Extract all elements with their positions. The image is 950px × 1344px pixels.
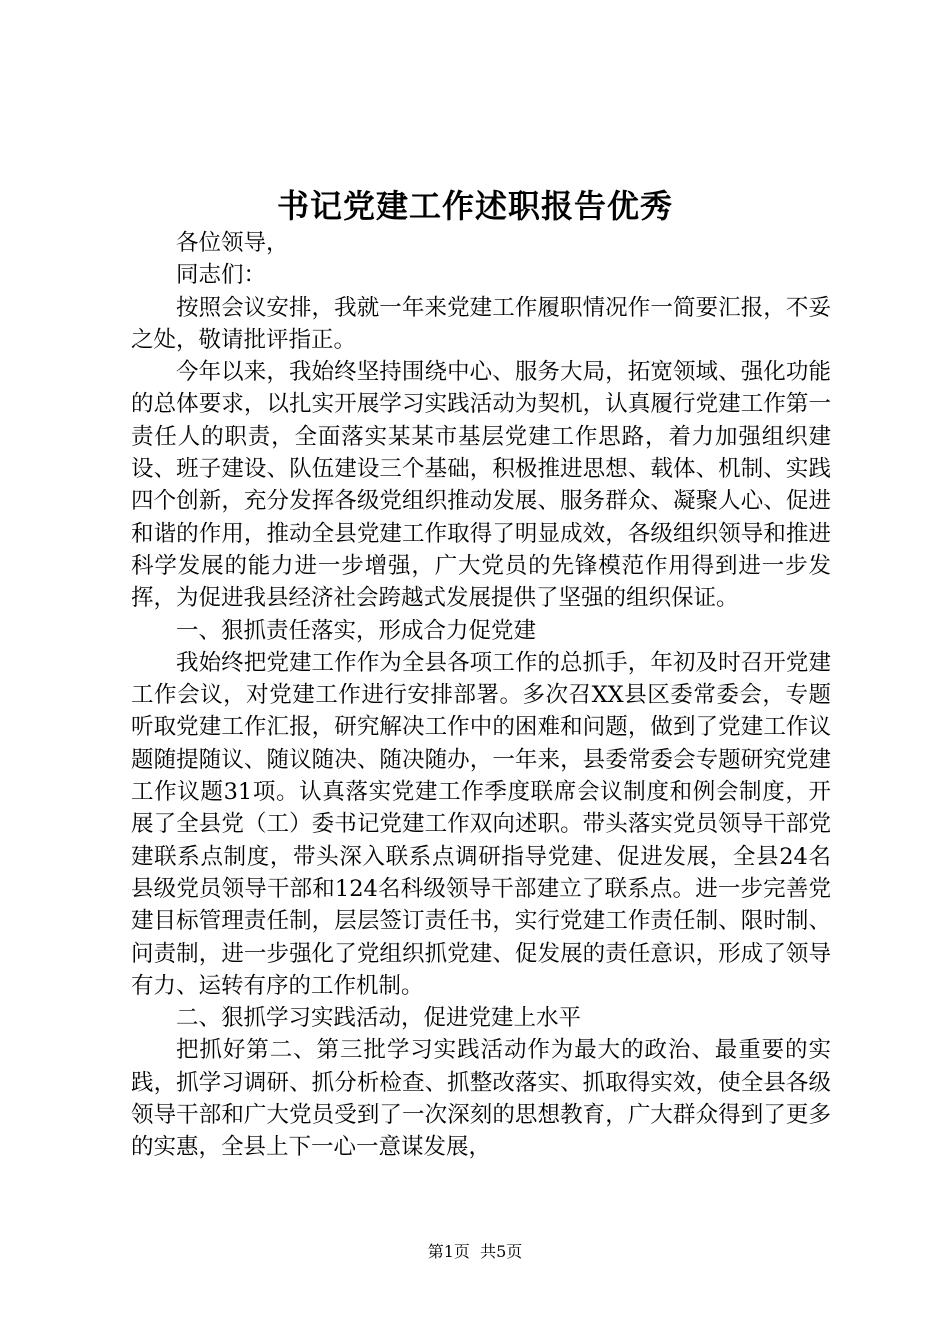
paragraph-overview: 今年以来，我始终坚持围绕中心、服务大局，拓宽领域、强化功能的总体要求，以扎实开展学习实践活动为契机，认真履行党建工作第一责任人的职责，全面落实某某市基层党建工作思路，着力加强组织建设、班子建设、队伍建设三个基础，积极推进思想、载体、机制、实践四个创新，充分发挥各级党组织推动发展、服务群众、凝聚人心、促进和谐的作用，推动全县党建工作取得了明显成效，各级组织领导和推进科学发展的能力进一步增强，广大党员的先锋模范作用得到进一步发挥，为促进我县经济社会跨越式发展提供了坚强的组织保证。 (131, 359, 831, 612)
page-total: 共5页 (480, 1242, 523, 1261)
footer-spacer (470, 1242, 480, 1261)
page-footer (0, 1241, 950, 1263)
section-heading-2: 二、狠抓学习实践活动，促进党建上水平 (176, 1005, 582, 1032)
section-heading-1: 一、狠抓责任落实，形成合力促党建 (176, 617, 537, 644)
paragraph-intro: 按照会议安排，我就一年来党建工作履职情况作一简要汇报，不妥之处，敬请批评指正。 (131, 294, 831, 353)
document-title: 书记党建工作述职报告优秀 (276, 187, 673, 225)
paragraph-section-1: 我始终把党建工作作为全县各项工作的总抓手，年初及时召开党建工作会议，对党建工作进行安排部署。多次召XX县区委常委会，专题听取党建工作汇报，研究解决工作中的困难和问题，做到了党建工作议题随提随议、随议随决、随决随办，一年来，县委常委会专题研究党建工作议题31项。认真落实党建工作季度联席会议制度和例会制度，开展了全县党（工）委书记党建工作双向述职。带头落实党员领导干部党建联系点制度，带头深入联系点调研指导党建、促进发展，全县24名县级党员领导干部和124名科级领导干部建立了联系点。进一步完善党建目标管理责任制，层层签订责任书，实行党建工作责任制、限时制、问责制，进一步强化了党组织抓党建、促发展的责任意识，形成了领导有力、运转有序的工作机制。 (131, 649, 831, 999)
paragraph-section-2: 把抓好第二、第三批学习实践活动作为最大的政治、最重要的实践，抓学习调研、抓分析检查、抓整改落实、抓取得实效，使全县各级领导干部和广大党员受到了一次深刻的思想教育，广大群众得到了更多的实惠，全县上下一心一意谋发展， (131, 1037, 831, 1161)
page-number: 第1页 (427, 1242, 470, 1261)
salutation-comrades: 同志们： (176, 262, 267, 289)
salutation-leaders: 各位领导， (176, 230, 289, 256)
document-body (131, 227, 831, 1164)
